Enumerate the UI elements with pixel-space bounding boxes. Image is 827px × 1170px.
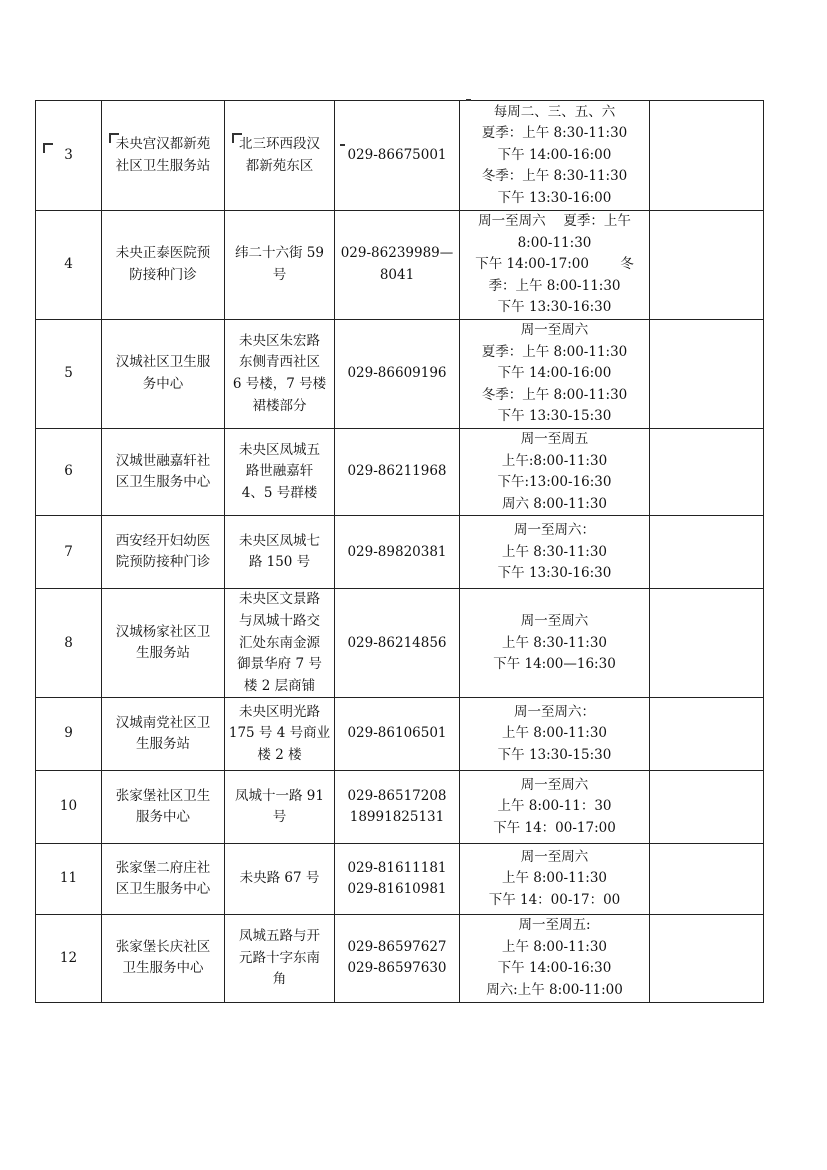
- clinic-hours-line: 下午 14：00-17：00: [488, 892, 621, 909]
- clinic-hours-line: 周六 8:00-11:30: [501, 495, 608, 512]
- clinic-hours: [460, 101, 650, 211]
- clinic-hours-line: 周一至周六 夏季：上午: [478, 213, 631, 229]
- clinic-phone-line: 029-86106501: [347, 725, 447, 742]
- clinic-phone-line: 029-81611181: [347, 859, 447, 876]
- clinic-hours-line: 周一至周六：: [514, 521, 595, 538]
- clinic-address-line: 175 号 4 号商业: [228, 725, 331, 742]
- clinic-phone: [335, 428, 460, 515]
- clinic-phone-line: 029-86517208: [347, 787, 447, 804]
- row-number: 12: [36, 915, 102, 1002]
- table-row: [36, 211, 764, 320]
- clinic-address-line: 纬二十六街 59: [235, 245, 324, 262]
- clinic-address: [225, 844, 335, 915]
- table-row: [36, 844, 764, 915]
- clinic-hours: [460, 698, 650, 771]
- clinic-hours-line: 下午 13:30-16:30: [497, 565, 612, 582]
- remarks-cell: [650, 698, 764, 771]
- clinic-address-line: 路 150 号: [248, 554, 311, 571]
- clinic-name: [102, 771, 225, 844]
- clinic-phone-line: 029-86239989—: [340, 245, 454, 262]
- clinic-name-line: 务中心: [142, 375, 184, 392]
- row-number: 4: [36, 211, 102, 320]
- clinic-phone: [335, 915, 460, 1002]
- clinic-hours-line: 下午 13:30-16:30: [497, 299, 612, 316]
- clinic-name: [102, 698, 225, 771]
- clinic-address-line: 御景华府 7 号: [237, 656, 322, 673]
- clinic-address-line: 都新苑东区: [245, 157, 314, 174]
- clinic-address-line: 东侧青西社区: [239, 354, 320, 371]
- clinic-hours-line: 8:00-11:30: [517, 234, 592, 251]
- clinic-address: [225, 915, 335, 1002]
- clinic-name: [102, 428, 225, 515]
- clinic-address: [225, 771, 335, 844]
- vaccination-clinic-table: [35, 100, 764, 1003]
- clinic-name-line: 院预防接种门诊: [115, 554, 211, 571]
- clinic-phone-line: 029-86214856: [347, 634, 447, 651]
- clinic-hours-line: 下午 14:00-16:00: [497, 365, 612, 382]
- clinic-hours-line: 下午:13:00-16:30: [497, 474, 612, 491]
- table-row: [36, 101, 764, 211]
- clinic-hours-line: 上午 8:00-11:30: [501, 938, 608, 955]
- clinic-name-line: 卫生服务中心: [122, 960, 204, 977]
- clinic-hours: [460, 771, 650, 844]
- clinic-name-line: 社区卫生服务站: [115, 157, 211, 174]
- clinic-name-line: 汉城南党社区卫: [115, 714, 211, 731]
- table-row: [36, 589, 764, 698]
- clinic-hours-line: 上午:8:00-11:30: [501, 452, 608, 469]
- clinic-hours: [460, 844, 650, 915]
- clinic-hours-line: 周一至周五: [520, 430, 589, 447]
- clinic-address-line: 凤城十一路 91: [235, 787, 324, 804]
- row-number: 5: [36, 319, 102, 428]
- clinic-name-line: 汉城世融嘉轩社: [115, 452, 211, 469]
- clinic-address-line: 楼 2 楼: [257, 747, 302, 764]
- clinic-hours-line: 上午 8:00-11:30: [501, 725, 608, 742]
- clinic-phone: [335, 698, 460, 771]
- clinic-address-line: 未央路 67 号: [239, 870, 320, 887]
- clinic-hours-line: 上午 8:00-11：30: [497, 798, 612, 815]
- row-number: 11: [36, 844, 102, 915]
- clinic-address-line: 未央区朱宏路: [239, 332, 320, 349]
- clinic-hours-line: 下午 14:00-16:30: [497, 960, 612, 977]
- remarks-cell: [650, 771, 764, 844]
- clinic-hours-line: 每周二、三、五、六: [493, 103, 616, 120]
- remarks-cell: [650, 915, 764, 1002]
- clinic-phone: [335, 771, 460, 844]
- table-body: [36, 101, 764, 1003]
- clinic-hours-line: 夏季：上午 8:00-11:30: [481, 343, 628, 360]
- corner-mark-icon: [232, 133, 242, 143]
- corner-mark-icon: [109, 133, 119, 143]
- clinic-hours-line: 上午 8:30-11:30: [501, 543, 608, 560]
- clinic-hours: [460, 319, 650, 428]
- row-number: 3: [36, 101, 102, 211]
- clinic-hours-line: 季：上午 8:00-11:30: [488, 277, 621, 294]
- clinic-phone: [335, 589, 460, 698]
- clinic-address: [225, 516, 335, 589]
- remarks-cell: [650, 101, 764, 211]
- tick-mark-icon: [340, 144, 345, 146]
- clinic-phone-line: 029-86597630: [347, 960, 447, 977]
- clinic-hours: [460, 915, 650, 1002]
- clinic-hours-line: 冬季：上午 8:30-11:30: [481, 168, 628, 185]
- clinic-hours: [460, 589, 650, 698]
- clinic-hours-line: 周一至周六: [520, 321, 589, 338]
- clinic-hours-line: 下午 13:30-15:30: [497, 747, 612, 764]
- clinic-hours-line: 周一至周六：: [514, 703, 595, 720]
- clinic-hours-line: 周一至周六: [520, 776, 589, 793]
- clinic-hours-line: 下午 14:00-17:00 冬: [475, 256, 634, 273]
- clinic-name: [102, 319, 225, 428]
- clinic-address-line: 裙楼部分: [252, 397, 307, 414]
- clinic-address-line: 与凤城十路交: [239, 612, 320, 629]
- remarks-cell: [650, 319, 764, 428]
- clinic-address-line: 4、5 号群楼: [241, 484, 318, 501]
- clinic-name: [102, 915, 225, 1002]
- table-row: [36, 428, 764, 515]
- clinic-hours-line: 冬季：上午 8:00-11:30: [481, 386, 628, 403]
- clinic-name-line: 区卫生服务中心: [115, 881, 211, 898]
- remarks-cell: [650, 516, 764, 589]
- clinic-name-line: 服务中心: [136, 809, 190, 826]
- remarks-cell: [650, 428, 764, 515]
- clinic-hours-line: 周六:上午 8:00-11:00: [486, 982, 623, 999]
- clinic-phone-line: 029-86211968: [347, 463, 447, 480]
- table-row: [36, 698, 764, 771]
- clinic-phone-line: 029-81610981: [347, 881, 447, 898]
- clinic-phone-line: 029-89820381: [347, 543, 447, 560]
- clinic-address-line: 号: [272, 266, 287, 283]
- clinic-name-line: 未央宫汉都新苑: [115, 135, 211, 152]
- clinic-address-line: 号: [272, 809, 287, 826]
- clinic-address-line: 北三环西段汉: [239, 135, 320, 152]
- clinic-hours: [460, 211, 650, 320]
- tick-mark-icon: [466, 99, 471, 101]
- clinic-address: [225, 698, 335, 771]
- clinic-name-line: 西安经开妇幼医: [115, 532, 211, 549]
- row-number: 10: [36, 771, 102, 844]
- clinic-address-line: 未央区文景路: [239, 591, 320, 608]
- clinic-hours-line: 周一至周六: [520, 848, 589, 865]
- clinic-address: [225, 428, 335, 515]
- clinic-hours-line: 夏季：上午 8:30-11:30: [481, 125, 628, 142]
- clinic-phone-line: 8041: [379, 266, 415, 283]
- table-row: [36, 915, 764, 1002]
- clinic-hours: [460, 516, 650, 589]
- clinic-name-line: 生服务站: [136, 736, 190, 753]
- clinic-name: [102, 589, 225, 698]
- row-number: 6: [36, 428, 102, 515]
- clinic-address-line: 未央区凤城五: [239, 441, 320, 458]
- row-number: 7: [36, 516, 102, 589]
- clinic-address: [225, 101, 335, 211]
- clinic-hours-line: 周一至周六: [520, 612, 589, 629]
- clinic-address-line: 凤城五路与开: [239, 928, 320, 945]
- clinic-hours-line: 上午 8:00-11:30: [501, 870, 608, 887]
- clinic-address-line: 元路十字东南: [239, 949, 320, 966]
- clinic-name-line: 汉城社区卫生服: [115, 354, 211, 371]
- clinic-address-line: 汇处东南金源: [239, 634, 320, 651]
- remarks-cell: [650, 589, 764, 698]
- clinic-name: [102, 844, 225, 915]
- clinic-address: [225, 319, 335, 428]
- clinic-hours-line: 下午 13:30-15:30: [497, 408, 612, 425]
- clinic-hours-line: 周一至周五:: [518, 917, 591, 934]
- clinic-phone: [335, 101, 460, 211]
- clinic-name-line: 张家堡二府庄社: [115, 859, 211, 876]
- clinic-phone-line: 029-86675001: [347, 146, 447, 163]
- clinic-address: [225, 589, 335, 698]
- clinic-phone-line: 029-86597627: [347, 938, 447, 955]
- clinic-name-line: 防接种门诊: [129, 266, 197, 283]
- clinic-hours: [460, 428, 650, 515]
- clinic-address-line: 角: [272, 971, 287, 988]
- table-row: [36, 319, 764, 428]
- clinic-name-line: 区卫生服务中心: [115, 474, 211, 491]
- clinic-phone: [335, 211, 460, 320]
- clinic-hours-line: 下午 13:30-16:00: [497, 189, 612, 206]
- clinic-name-line: 张家堡社区卫生: [115, 787, 211, 804]
- corner-mark-icon: [43, 143, 53, 153]
- clinic-name-line: 未央正泰医院预: [115, 245, 211, 262]
- clinic-phone: [335, 844, 460, 915]
- row-number: 8: [36, 589, 102, 698]
- clinic-hours-line: 下午 14：00-17:00: [493, 820, 616, 837]
- clinic-phone: [335, 319, 460, 428]
- clinic-address: [225, 211, 335, 320]
- clinic-address-line: 6 号楼，7 号楼: [232, 375, 327, 392]
- clinic-hours-line: 上午 8:30-11:30: [501, 634, 608, 651]
- clinic-name: [102, 211, 225, 320]
- table-row: [36, 771, 764, 844]
- clinic-address-line: 路世融嘉轩: [245, 463, 314, 480]
- remarks-cell: [650, 211, 764, 320]
- clinic-name-line: 生服务站: [136, 645, 190, 662]
- clinic-name-line: 张家堡长庆社区: [115, 938, 211, 955]
- clinic-hours-line: 下午 14:00—16:30: [493, 656, 616, 673]
- clinic-name-line: 汉城杨家社区卫: [115, 623, 211, 640]
- clinic-address-line: 楼 2 层商铺: [243, 677, 316, 694]
- clinic-phone-line: 18991825131: [349, 809, 445, 826]
- clinic-name: [102, 516, 225, 589]
- remarks-cell: [650, 844, 764, 915]
- clinic-phone-line: 029-86609196: [347, 365, 447, 382]
- clinic-name: [102, 101, 225, 211]
- clinic-address-line: 未央区凤城七: [239, 532, 320, 549]
- clinic-address-line: 未央区明光路: [239, 703, 320, 720]
- table-row: [36, 516, 764, 589]
- clinic-phone: [335, 516, 460, 589]
- clinic-hours-line: 下午 14:00-16:00: [497, 146, 612, 163]
- row-number: 9: [36, 698, 102, 771]
